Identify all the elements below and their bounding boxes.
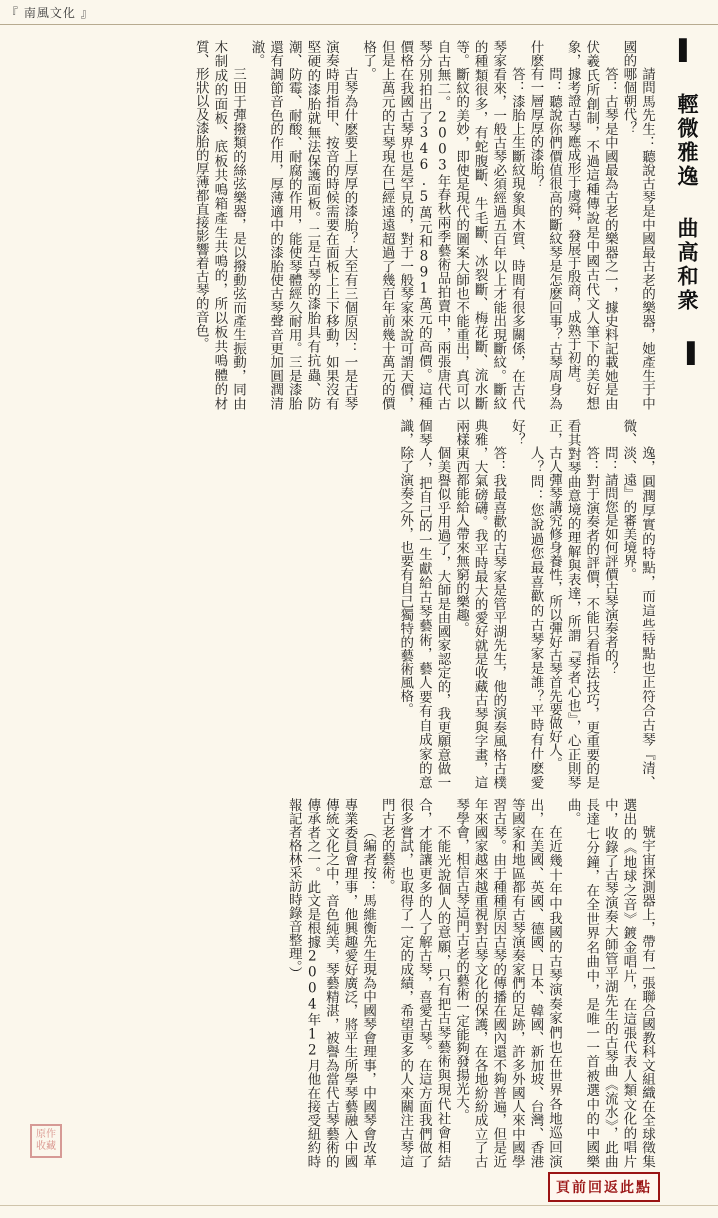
editor-note: （編者按：馬維衡先生現為中國琴會理事，中國琴會改革專業委員會理事，他興趣愛好廣泛，將平生所學琴藝融入中國傳統文化之中，音色純美，琴藝精湛，被譽為當代古琴藝術的傳承者之一。此文是根據2004年12月他在接受紐約時報記者格林采訪時錄音整理。） — [285, 798, 377, 1168]
paragraph: 答：漆胎上生斷紋現象與木質、時間有很多關係，在古代琴家看來，一般古琴必須經過五百年以上才能出現斷紋。斷紋的種類很多，有蛇腹斷、牛毛斷、冰裂斷、梅花斷、流水斷等。斷紋的美妙，即使是現代的圖案大師也不能重出，真可以自古無二。2003年春秋兩季藝術品拍賣中，兩張唐代古琴分別拍出了346.5萬元和891萬元的高價。這種價格在我國古琴界也是罕見的，對于一般琴家來說可謂天價，但是上萬元的古琴現在已經遠遠超過了幾百年前幾十萬元的價格了。 — [360, 40, 525, 410]
article-title — [662, 38, 702, 368]
back-to-top-button[interactable]: 頁前回返此點 — [548, 1172, 660, 1202]
paragraph: 答：我最喜歡的古琴家是管平湖先生，他的演奏風格古樸典雅，大氣磅礴。我平時最大的愛好就是收藏古琴與字畫，這兩樣東西都能給人帶來無窮的樂趣。 — [453, 419, 507, 789]
paragraph: 人？問：您說過您最喜歡的古琴家是誰？平時有什麽愛好？ — [508, 419, 544, 789]
text-band-2 — [8, 419, 656, 789]
paragraph: 不能光說個人的意願，只有把古琴藝術與現代社會相結合，才能讓更多的人了解古琴，喜愛古琴。在這方面我們做了很多嘗試，也取得了一定的成績，希望更多的人來關注古琴這門古老的藝術。 — [378, 798, 451, 1168]
title-bracket-open-icon: ▌ — [675, 38, 699, 65]
title-bracket-close-icon: ▐ — [675, 341, 699, 368]
footer-divider — [0, 1205, 718, 1206]
paragraph: 在近幾十年中我國的古琴演奏家們也在世界各地巡回演出，在美國、英國、德國、日本、韓國、新加坡、台灣、香港等國家和地區都有古琴演奏家們的足跡，許多外國人來中國學習古琴。由于種種原因古琴的傳播在國內還不夠普遍，但是近年來國家越來越重視對古琴文化的保護，在各地紛紛成立了古琴學會，相信古琴這門古老的藝術一定能夠發揚光大。 — [453, 798, 563, 1168]
text-band-1 — [8, 40, 656, 410]
article-body — [8, 40, 656, 1168]
text-band-3 — [8, 798, 656, 1168]
paragraph: 問：請問您是如何評價古琴演奏者的？ — [601, 446, 618, 676]
header-divider — [0, 24, 718, 25]
paragraph: 個美譽似乎用過了，大師是由國家認定的，我更願意做一個琴人，把自己的一生獻給古琴藝術，藝人要有自成家的意識，除了演奏之外，也要有自己獨特的藝術風格。 — [397, 419, 451, 789]
paragraph: 三田于彈撥類的絲弦樂器，是以撥動弦而產生振動，同由木制成的面板、底板共鳴箱產生共鳴的，所以板共鳴體的材質、形狀以及漆胎的厚薄都直接影響着古琴的音色。 — [192, 40, 246, 410]
title-text: 輕微雅逸 曲高和衆 — [675, 93, 700, 313]
paragraph: 答：古琴是中國最為古老的樂器之一，據史料記載她是由伏羲氏所創制，不過這種傳說是中國古代文人筆下的美好想象，據考證古琴應成形于虞舜，發展于殷商，成熟于初唐。 — [564, 40, 618, 410]
paragraph: 號宇宙探測器上，帶有一張聯合國教科文組織在全球徵集選出的《地球之音》鍍金唱片，在這張代表人類文化的唱片中，收錄了古琴演奏大師管平湖先生的古琴曲《流水》，此曲長達七分鐘，在全世界名曲中，是唯一一首被選中的中國樂曲。 — [564, 798, 655, 1168]
paragraph: 答：對于演奏者的評價，不能只看指法技巧，更重要的是看其對琴曲意境的理解與表達，所謂『琴者心也』，心正則琴正，古人彈琴講究修身養性，所以彈好古琴首先要做好人。 — [546, 419, 600, 789]
seal-stamp: 原作收藏 — [30, 1124, 62, 1158]
paragraph: 古琴為什麽要上厚厚的漆胎？大至有三個原因：一是古琴演奏時用指甲、按音的時候需要在面板上上下移動，如果沒有堅硬的漆胎就無法保護面板。二是古琴的漆胎具有抗蟲、防潮、防霉、耐酸、耐腐的作用，能使琴體經久耐用。三是漆胎還有調節音色的作用，厚薄適中的漆胎使古琴聲音更加圓潤清澈。 — [248, 40, 358, 410]
paragraph: 問：聽說你們價值很高的斷紋琴是怎麽回事？古琴周身為什麽有一層厚厚的漆胎？ — [527, 40, 563, 410]
paragraph: 逸，圓潤厚實的特點，而這些特點也正符合古琴『清、微、淡、遠』的審美境界。 — [620, 419, 655, 789]
magazine-header: 『 南風文化 』 — [6, 6, 94, 20]
paragraph: 請問馬先生：聽說古琴是中國最古老的樂器，她產生于中國的哪個朝代？ — [620, 40, 655, 410]
